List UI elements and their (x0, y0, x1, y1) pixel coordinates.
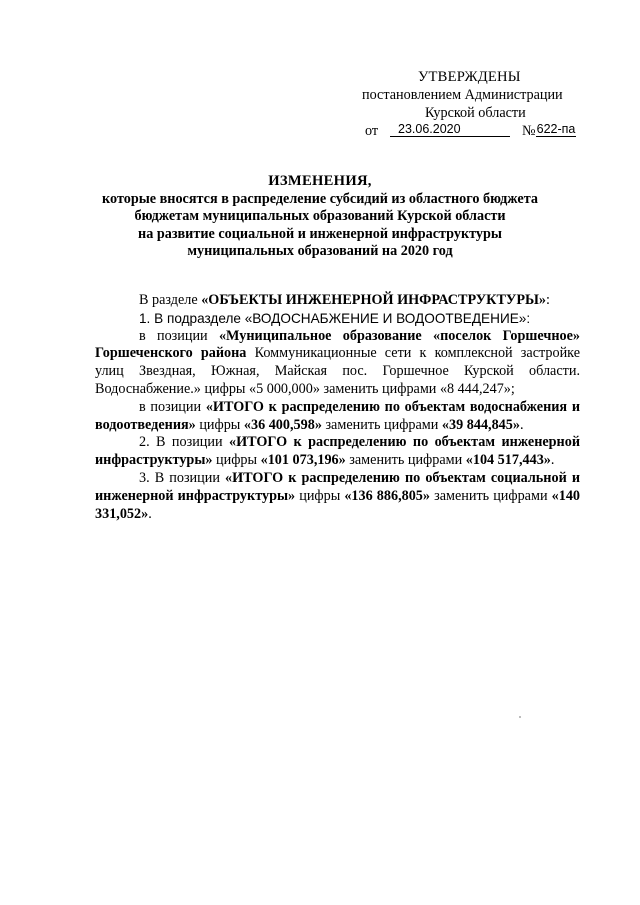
position-text: цифры (295, 487, 345, 504)
position-text-end: . (519, 416, 524, 433)
document-subtitle-line: муниципальных образований на 2020 год (187, 243, 453, 260)
position-text-end: . (148, 505, 152, 522)
position-text: 3. В позиции (139, 469, 226, 486)
document-subtitle-line: бюджетам муниципальных образований Курской области (134, 208, 506, 225)
old-value: «101 073,196» (260, 452, 346, 469)
section-paragraph (95, 292, 580, 310)
position-details: Коммуникационные сети к комплексной застройке улиц Звездная, Южная, Майская пос. Горшечное Курской области. Водоснабжение.» цифры «5 000,000» заменить цифрами «8 444,247»; (95, 345, 580, 397)
section-name: «ОБЪЕКТЫ ИНЖЕНЕРНОЙ ИНФРАСТРУКТУРЫ» (201, 292, 547, 308)
position-name: «ИТОГО к распределению по объектам водоснабжения и водоотведения» (95, 398, 580, 433)
position-name: «ИТОГО к распределению по объектам социальной и инженерной инфраструктуры» (95, 469, 580, 504)
position-text: в позиции (139, 398, 206, 415)
old-value: «136 886,805» (344, 487, 430, 504)
position-paragraph-engineering-total (95, 434, 580, 470)
position-text: заменить цифрами (321, 416, 442, 433)
old-value: «36 400,598» (243, 416, 322, 433)
position-paragraph-water-total (95, 399, 580, 435)
new-value: «140 331,052» (95, 487, 581, 522)
document-title: ИЗМЕНЕНИЯ, (268, 173, 372, 189)
document-subtitle-line: которые вносятся в распределение субсидий из областного бюджета (102, 190, 538, 207)
position-name: «Муниципальное образование «поселок Горшечное» Горшеченского района (95, 327, 580, 362)
position-name: «ИТОГО к распределению по объектам инженерной инфраструктуры» (95, 434, 581, 469)
position-text: цифры (195, 416, 244, 433)
position-text-end: . (550, 452, 555, 469)
position-text: цифры (212, 452, 261, 469)
position-paragraph-social-total (95, 470, 580, 523)
document-subtitle-line: на развитие социальной и инженерной инфраструктуры (138, 225, 502, 242)
approval-number: 622-па (536, 122, 576, 136)
approval-block (0, 0, 640, 150)
approval-issuer-line: постановлением Администрации (362, 87, 563, 103)
position-text: в позиции (139, 327, 219, 344)
position-text: заменить цифрами (430, 487, 552, 504)
document-body (95, 292, 580, 523)
position-text: заменить цифрами (345, 452, 466, 469)
new-value: «104 517,443» (465, 452, 551, 469)
section-text: В разделе (139, 292, 202, 308)
subsection-paragraph: 1. В подразделе «ВОДОСНАБЖЕНИЕ И ВОДООТВЕДЕНИЕ»: (139, 310, 531, 326)
scan-speck (519, 716, 521, 718)
approval-title: УТВЕРЖДЕНЫ (418, 69, 521, 85)
approval-from-label: от (365, 123, 379, 139)
approval-date: 23.06.2020 (390, 122, 510, 137)
position-text: 2. В позиции (139, 434, 229, 451)
approval-number-label: № (522, 123, 536, 139)
new-value: «39 844,845» (441, 416, 520, 433)
approval-region-line: Курской области (425, 105, 526, 121)
document-heading (60, 173, 580, 261)
section-text-end: : (546, 292, 550, 308)
position-paragraph-water-supply (95, 328, 580, 399)
